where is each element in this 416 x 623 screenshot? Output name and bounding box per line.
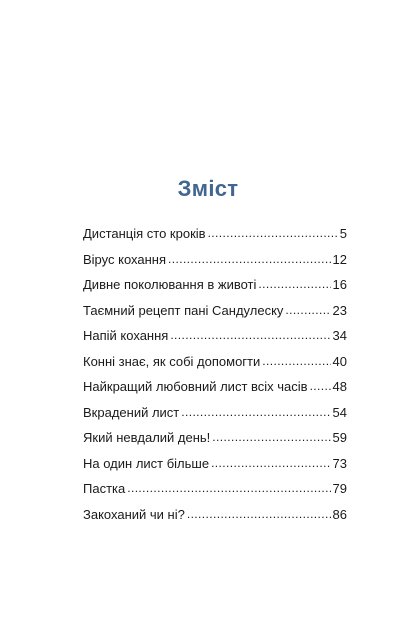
toc-entry (83, 377, 347, 403)
toc-entry-title: Який невдалий день! (83, 430, 211, 445)
dot-leader (310, 376, 331, 396)
toc-entry-page: 86 (332, 506, 347, 522)
toc-entry (83, 301, 347, 327)
toc-entry-page: 34 (332, 328, 347, 343)
toc-entry-title: Напій кохання (83, 328, 169, 343)
toc-entry-page: 12 (332, 251, 347, 267)
toc-entry-page: 54 (332, 404, 347, 420)
dot-leader (170, 325, 330, 345)
toc-entry-title: Конні знає, як собі допомогти (83, 353, 261, 369)
toc-entry-page: 79 (332, 481, 347, 496)
toc-heading: Зміст (177, 176, 239, 201)
toc-entry-title: Дивне поколювання в животі (83, 277, 257, 292)
toc-entry-title: Дистанція сто кроків (83, 226, 206, 241)
toc-entry (83, 454, 347, 480)
toc-entry-title: Пастка (83, 481, 126, 496)
dot-leader (168, 249, 331, 269)
dot-leader (285, 300, 330, 320)
toc-entry-page: 48 (332, 379, 347, 394)
table-of-contents (83, 224, 347, 530)
dot-leader (181, 402, 330, 422)
toc-entry (83, 352, 347, 378)
dot-leader (262, 351, 330, 371)
toc-entry-title: Вірус кохання (83, 251, 167, 267)
toc-entry (83, 250, 347, 276)
dot-leader (127, 478, 330, 498)
toc-entry-title: Закоханий чи ні? (83, 506, 185, 522)
toc-entry-title: Вкрадений лист (83, 404, 180, 420)
toc-entry (83, 505, 347, 531)
toc-entry (83, 479, 347, 505)
toc-entry-page: 16 (332, 277, 347, 292)
toc-entry-title: Таємний рецепт пані Сандулеску (83, 302, 284, 318)
toc-entry (83, 326, 347, 352)
dot-leader (258, 274, 330, 294)
toc-entry-title: На один лист більше (83, 455, 210, 471)
dot-leader (208, 223, 338, 243)
toc-entry-page: 40 (332, 353, 347, 369)
dot-leader (187, 504, 331, 524)
toc-entry (83, 224, 347, 250)
toc-entry (83, 428, 347, 454)
toc-entry-title: Найкращий любовний лист всіх часів (83, 379, 308, 394)
toc-entry (83, 403, 347, 429)
dot-leader (211, 453, 330, 473)
toc-entry-page: 73 (332, 455, 347, 471)
toc-entry-page: 59 (332, 430, 347, 445)
toc-entry-page: 5 (339, 226, 347, 241)
toc-entry-page: 23 (332, 302, 347, 318)
toc-entry (83, 275, 347, 301)
dot-leader (212, 427, 330, 447)
